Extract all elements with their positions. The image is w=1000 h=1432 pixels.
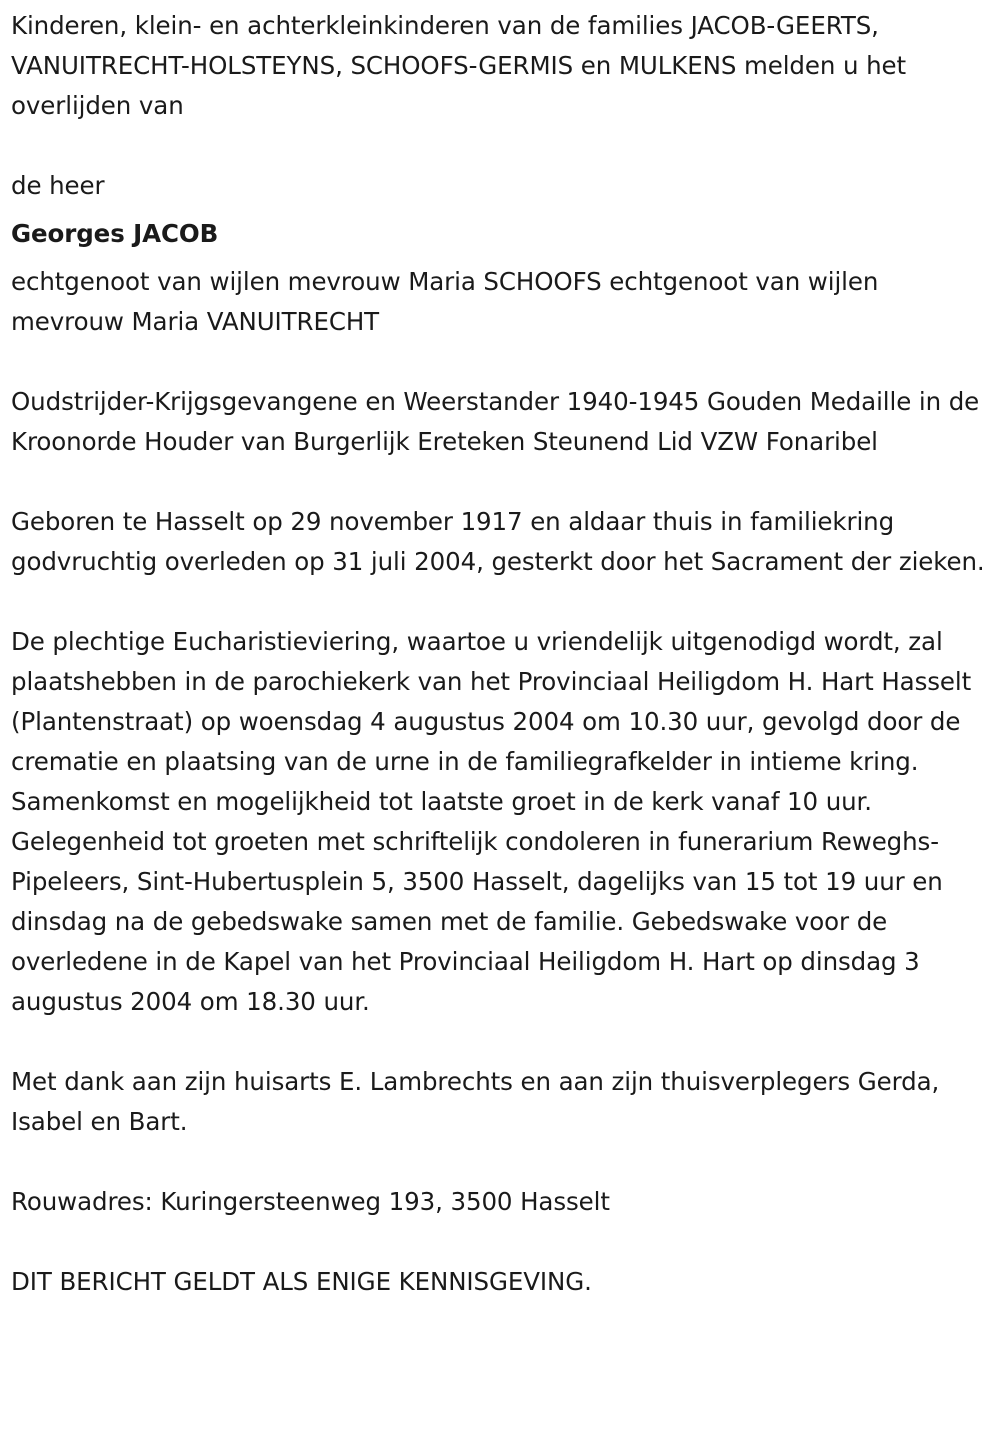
thanks-paragraph: Met dank aan zijn huisarts E. Lambrechts en aan zijn thuisverplegers Gerda, Isabel en Bart.	[11, 1067, 940, 1136]
obituary-notice	[11, 6, 996, 1302]
salutation: de heer	[11, 171, 105, 200]
honors-paragraph: Oudstrijder-Krijgsgevangene en Weerstander 1940-1945 Gouden Medaille in de Kroonorde Houder van Burgerlijk Ereteken Steunend Lid VZW Fonaribel	[11, 387, 980, 456]
ceremony-paragraph: De plechtige Eucharistieviering, waartoe u vriendelijk uitgenodigd wordt, zal plaatshebben in de parochiekerk van het Provinciaal Heiligdom H. Hart Hasselt (Plantenstraat) op woensdag 4 augustus 2004 om 10.30 uur, gevolgd door de crematie en plaatsing van de urne in de familiegrafkelder in intieme kring. Samenkomst en mogelijkheid tot laatste groet in de kerk vanaf 10 uur. Gelegenheid tot groeten met schriftelijk condoleren in funerarium Reweghs-Pipeleers, Sint-Hubertusplein 5, 3500 Hasselt, dagelijks van 15 tot 19 uur en dinsdag na de gebedswake samen met de familie. Gebedswake voor de overledene in de Kapel van het Provinciaal Heiligdom H. Hart op dinsdag 3 augustus 2004 om 18.30 uur.	[11, 627, 972, 1016]
closing-statement: DIT BERICHT GELDT ALS ENIGE KENNISGEVING.	[11, 1267, 592, 1296]
spacer	[11, 462, 996, 502]
spacer	[11, 582, 996, 622]
intro-paragraph: Kinderen, klein- en achterkleinkinderen van de families JACOB-GEERTS, VANUITRECHT-HOLSTEYNS, SCHOOFS-GERMIS en MULKENS melden u het overlijden van	[11, 11, 906, 120]
deceased-name: Georges JACOB	[11, 219, 219, 248]
spouses-paragraph: echtgenoot van wijlen mevrouw Maria SCHOOFS echtgenoot van wijlen mevrouw Maria VANUITRECHT	[11, 267, 879, 336]
spacer	[11, 1222, 996, 1262]
spacer	[11, 1022, 996, 1062]
mourning-address: Rouwadres: Kuringersteenweg 193, 3500 Hasselt	[11, 1187, 610, 1216]
spacer	[11, 254, 996, 262]
spacer	[11, 1142, 996, 1182]
birth-death-paragraph: Geboren te Hasselt op 29 november 1917 en aldaar thuis in familiekring godvruchtig overleden op 31 juli 2004, gesterkt door het Sacrament der zieken.	[11, 507, 985, 576]
spacer	[11, 342, 996, 382]
spacer	[11, 126, 996, 166]
spacer	[11, 206, 996, 214]
